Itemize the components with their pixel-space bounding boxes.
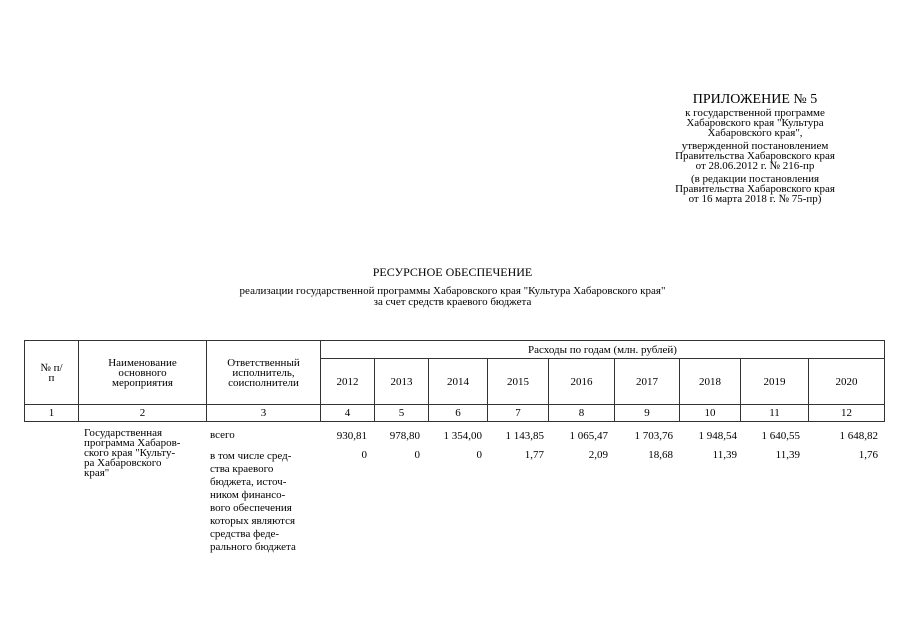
appendix-title: ПРИЛОЖЕНИЕ № 5	[692, 92, 818, 107]
column-number: 1	[25, 405, 79, 422]
program-name-line: края"	[84, 467, 110, 479]
value-cell: 1 640,55	[761, 430, 800, 442]
header-years-group: Расходы по годам (млн. рублей)	[321, 341, 885, 359]
appendix-line: Правительства Хабаровского края	[675, 183, 835, 195]
header-year: 2019	[741, 359, 809, 405]
sub-total-label: всего	[210, 429, 235, 441]
sub-federal-label-line: вого обеспечения	[210, 502, 292, 514]
appendix-line: утвержденной постановлением	[681, 140, 829, 152]
appendix-line: Правительства Хабаровского края	[675, 150, 835, 162]
header-responsible: Ответственный исполнитель, соисполнители	[207, 341, 321, 405]
column-number: 11	[741, 405, 809, 422]
value-cell: 1 143,85	[505, 430, 544, 442]
value-cell: 1 648,82	[839, 430, 878, 442]
column-number: 3	[207, 405, 321, 422]
program-name-line: ского края "Культу-	[84, 447, 176, 459]
appendix-line: Хабаровского края",	[707, 127, 803, 139]
value-cell: 0	[414, 449, 420, 461]
sub-federal-label-line: которых являются	[210, 515, 296, 527]
appendix-block	[640, 92, 870, 204]
resource-table	[24, 340, 885, 422]
column-number: 5	[375, 405, 429, 422]
header-num: № п/п	[25, 341, 79, 405]
appendix-line: Хабаровского края "Культура	[686, 117, 824, 129]
value-cell: 18,68	[648, 449, 673, 461]
value-cell: 11,39	[775, 449, 800, 461]
header-year: 2012	[321, 359, 375, 405]
value-cell: 11,39	[712, 449, 737, 461]
column-number: 8	[549, 405, 615, 422]
value-cell: 2,09	[588, 449, 608, 461]
header-year: 2018	[680, 359, 741, 405]
document-subtitle: реализации государственной программы Хабаровского края "Культура Хабаровского края"	[239, 285, 666, 297]
column-number: 10	[680, 405, 741, 422]
column-number: 12	[809, 405, 885, 422]
sub-federal-label	[210, 450, 296, 554]
value-cell: 1 354,00	[443, 430, 482, 442]
value-cell: 1 065,47	[569, 430, 608, 442]
value-cell: 930,81	[336, 430, 367, 442]
header-year: 2020	[809, 359, 885, 405]
program-name-line: ра Хабаровского	[84, 457, 162, 469]
value-cell: 0	[476, 449, 482, 461]
program-name-line: Государственная	[84, 427, 163, 439]
appendix-line: к государственной программе	[685, 107, 825, 119]
appendix-line: (в редакции постановления	[690, 173, 820, 185]
header-year: 2014	[429, 359, 488, 405]
column-number: 2	[79, 405, 207, 422]
value-cell: 0	[361, 449, 367, 461]
appendix-line: от 28.06.2012 г. № 216-пр	[695, 160, 815, 172]
document-subtitle-2: за счет средств краевого бюджета	[373, 296, 532, 308]
column-number: 4	[321, 405, 375, 422]
column-number: 7	[488, 405, 549, 422]
header-year: 2016	[549, 359, 615, 405]
value-cell: 1,77	[524, 449, 544, 461]
column-number: 6	[429, 405, 488, 422]
column-number: 9	[615, 405, 680, 422]
appendix-line: от 16 марта 2018 г. № 75-пр)	[688, 193, 822, 205]
value-cell: 1,76	[858, 449, 878, 461]
sub-federal-label-line: ства краевого	[210, 463, 274, 475]
document-title: РЕСУРСНОЕ ОБЕСПЕЧЕНИЕ	[372, 265, 533, 279]
header-year: 2013	[375, 359, 429, 405]
sub-federal-label-line: в том числе сред-	[210, 450, 292, 462]
value-cell: 1 948,54	[698, 430, 737, 442]
sub-federal-label-line: бюджета, источ-	[210, 476, 287, 488]
sub-federal-label-line: ником финансо-	[210, 489, 286, 501]
value-cell: 978,80	[389, 430, 420, 442]
sub-federal-label-line: рального бюджета	[210, 541, 296, 553]
program-name	[84, 428, 180, 478]
value-cell: 1 703,76	[634, 430, 673, 442]
sub-federal-label-line: средства феде-	[210, 528, 280, 540]
header-year: 2017	[615, 359, 680, 405]
header-name: Наименование основного мероприятия	[79, 341, 207, 405]
program-name-line: программа Хабаров-	[84, 437, 181, 449]
header-year: 2015	[488, 359, 549, 405]
